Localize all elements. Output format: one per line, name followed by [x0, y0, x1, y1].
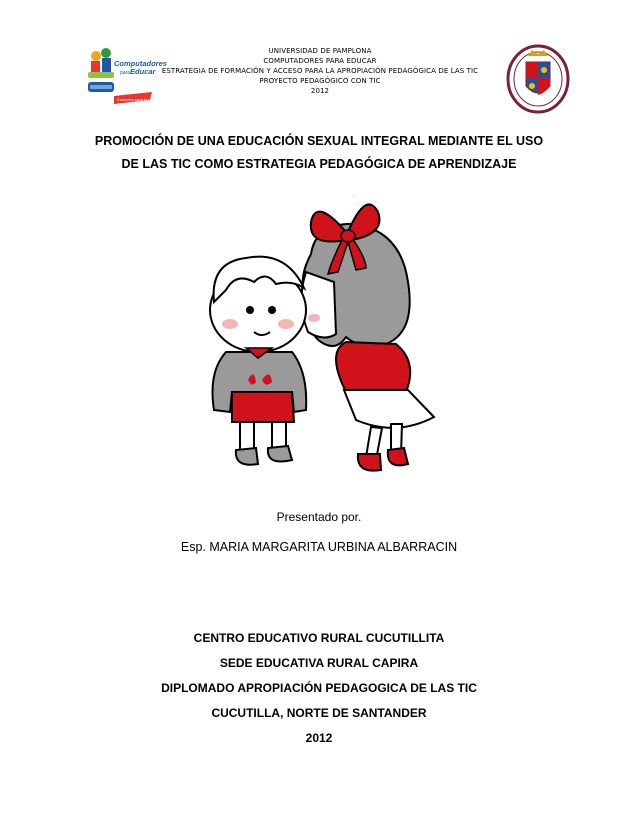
- universidad-de-pamplona-seal-icon: [506, 44, 570, 114]
- institution-year: 2012: [305, 731, 333, 745]
- author-name: Esp. MARIA MARGARITA URBINA ALBARRACIN: [180, 540, 458, 554]
- header-line-university: UNIVERSIDAD DE PAMPLONA: [268, 47, 372, 55]
- institution-block: [0, 626, 638, 751]
- institution-site: SEDE EDUCATIVA RURAL CAPIRA: [219, 656, 419, 670]
- institution-location: CUCUTILLA, NORTE DE SANTANDER: [211, 706, 427, 720]
- computadores-para-educar-logo: [84, 44, 167, 108]
- svg-text:para: para: [120, 70, 131, 76]
- title-line-2: DE LAS TIC COMO ESTRATEGIA PEDAGÓGICA DE APRENDIZAJE: [121, 157, 517, 171]
- svg-text:Conexión para la vida: Conexión para la vida: [117, 97, 156, 102]
- header-line-year: 2012: [310, 87, 330, 95]
- presented-by-label: Presentado por.: [276, 510, 362, 524]
- svg-text:Computadores: Computadores: [114, 59, 167, 68]
- institution-center: CENTRO EDUCATIVO RURAL CUCUTILLITA: [193, 631, 445, 645]
- svg-text:Educar: Educar: [130, 67, 156, 76]
- header-text: [150, 46, 490, 96]
- institution-diploma: DIPLOMADO APROPIACIÓN PEDAGOGICA DE LAS TIC: [161, 681, 477, 695]
- document-title: [80, 130, 558, 176]
- header-line-strategy: ESTRATEGIA DE FORMACIÓN Y ACCESO PARA LA APROPIACIÓN PEDAGÓGICA DE LAS TIC: [161, 67, 479, 75]
- header-line-project: PROYECTO PEDAGÓGICO CON TIC: [259, 77, 381, 85]
- header-line-program: COMPUTADORES PARA EDUCAR: [263, 57, 377, 65]
- children-kiss-illustration: [196, 192, 446, 482]
- title-line-1: PROMOCIÓN DE UNA EDUCACIÓN SEXUAL INTEGRAL MEDIANTE EL USO: [94, 134, 544, 148]
